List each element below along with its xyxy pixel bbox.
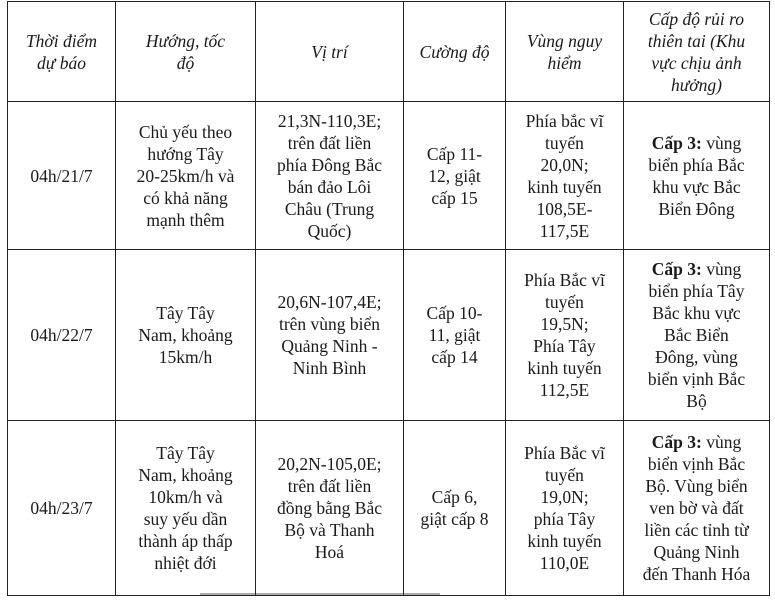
- header-intensity: Cường độ: [404, 2, 506, 102]
- header-risk-level: Cấp độ rủi ro thiên tai (Khu vực chịu ảnh hưởng): [624, 2, 770, 102]
- cell-position: 21,3N-110,3E; trên đất liền phía Đông Bắc bán đảo Lôi Châu (Trung Quốc): [256, 102, 404, 250]
- header-row: [8, 2, 770, 102]
- table-row: [8, 102, 770, 250]
- cell-risk: [624, 250, 770, 421]
- table-row: [8, 250, 770, 421]
- cell-danger-zone: Phía Bắc vĩ tuyến 19,0N; phía Tây kinh tuyến 110,0E: [506, 421, 624, 596]
- risk-level-label: Cấp 3:: [651, 259, 702, 279]
- cell-position: 20,6N-107,4E; trên vùng biển Quảng Ninh - Ninh Bình: [256, 250, 404, 421]
- cell-intensity: Cấp 11- 12, giật cấp 15: [404, 102, 506, 250]
- cell-intensity: Cấp 6, giật cấp 8: [404, 421, 506, 596]
- cell-position: 20,2N-105,0E; trên đất liền đồng bằng Bắc Bộ và Thanh Hoá: [256, 421, 404, 596]
- cell-risk: [624, 102, 770, 250]
- cell-direction: Tây Tây Nam, khoảng 15km/h: [116, 250, 256, 421]
- cell-risk: [624, 421, 770, 596]
- cut-off-text-fragment: [200, 593, 440, 605]
- table-row: [8, 421, 770, 596]
- header-position: Vị trí: [256, 2, 404, 102]
- forecast-table: [7, 1, 770, 596]
- cell-danger-zone: Phía Bắc vĩ tuyến 19,5N; Phía Tây kinh tuyến 112,5E: [506, 250, 624, 421]
- cell-time: 04h/21/7: [8, 102, 116, 250]
- risk-level-label: Cấp 3:: [651, 132, 702, 153]
- cell-danger-zone: Phía bắc vĩ tuyến 20,0N; kinh tuyến 108,5E- 117,5E: [506, 102, 624, 250]
- header-forecast-time: Thời điểm dự báo: [8, 2, 116, 102]
- cell-direction: Chủ yếu theo hướng Tây 20-25km/h và có khả năng mạnh thêm: [116, 102, 256, 250]
- risk-area-text: vùng biển phía Tây Bắc khu vực Bắc Biển Đông, vùng biển vịnh Bắc Bộ: [647, 259, 746, 411]
- risk-area-text: vùng biển vịnh Bắc Bộ. Vùng biển ven bờ và đất liền các tỉnh từ Quảng Ninh đến Thanh Hóa: [642, 432, 751, 584]
- risk-area-text: vùng biển phía Bắc khu vực Bắc Biển Đông: [648, 132, 745, 219]
- cell-direction: Tây Tây Nam, khoảng 10km/h và suy yếu dần thành áp thấp nhiệt đới: [116, 421, 256, 596]
- cell-intensity: Cấp 10- 11, giật cấp 14: [404, 250, 506, 421]
- header-direction-speed: Hướng, tốc độ: [116, 2, 256, 102]
- cell-time: 04h/23/7: [8, 421, 116, 596]
- header-danger-zone: Vùng nguy hiểm: [506, 2, 624, 102]
- cell-time: 04h/22/7: [8, 250, 116, 421]
- risk-level-label: Cấp 3:: [651, 432, 702, 452]
